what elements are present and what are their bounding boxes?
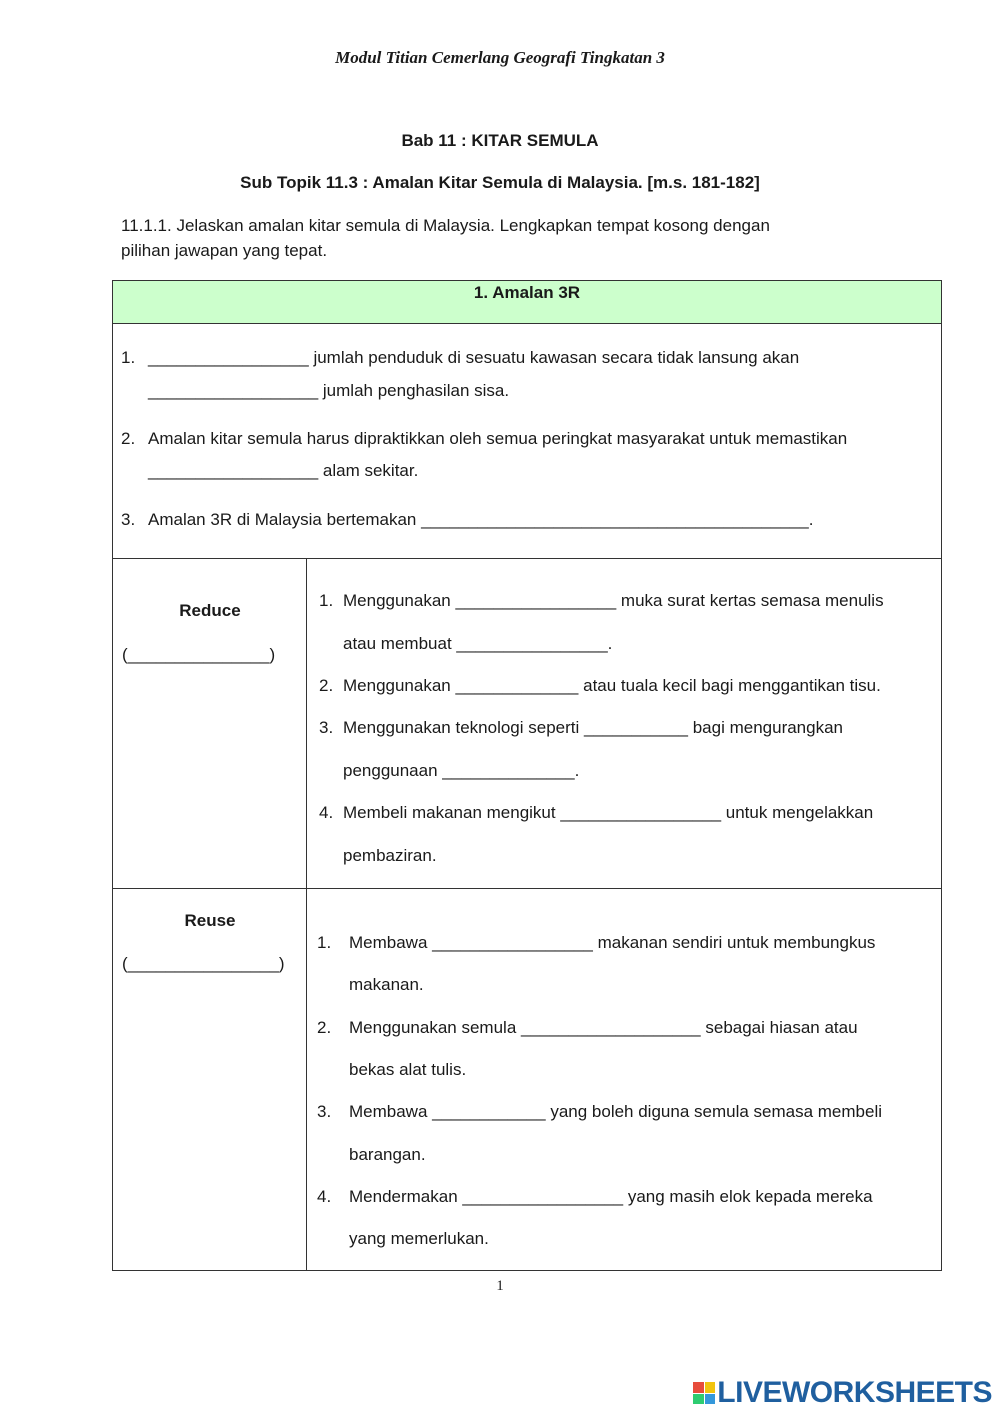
instruction-line-2: pilihan jawapan yang tepat. bbox=[121, 241, 328, 260]
reduce-item-4-line-2: pembaziran. bbox=[343, 846, 437, 865]
liveworksheets-logo-icon bbox=[693, 1382, 715, 1404]
reuse-items-cell bbox=[307, 889, 941, 1271]
reduce-item-1-line-2[interactable]: atau membuat ________________. bbox=[343, 634, 613, 653]
reduce-item-3-line-2[interactable]: penggunaan ______________. bbox=[343, 761, 580, 780]
intro-q2-continuation[interactable]: __________________ alam sekitar. bbox=[148, 461, 419, 480]
reduce-label: Reduce bbox=[179, 601, 241, 620]
instruction-text bbox=[121, 213, 861, 263]
reuse-label-cell bbox=[113, 889, 307, 1271]
reduce-item-4-line-1[interactable]: Membeli makanan mengikut _________________ untuk mengelakkan bbox=[343, 803, 874, 822]
reuse-item-1-number: 1. bbox=[317, 933, 332, 952]
logo-square-green bbox=[693, 1394, 704, 1405]
reuse-item-2-line-2: bekas alat tulis. bbox=[349, 1060, 467, 1079]
liveworksheets-brand[interactable] bbox=[693, 1376, 992, 1410]
intro-q1-continuation[interactable]: __________________ jumlah penghasilan sisa. bbox=[148, 381, 510, 400]
reduce-item-1-number: 1. bbox=[319, 591, 334, 610]
intro-question-3 bbox=[121, 510, 813, 530]
chapter-title: Bab 11 : KITAR SEMULA bbox=[401, 131, 599, 150]
reduce-item-4-number: 4. bbox=[319, 803, 334, 822]
subtopic-title: Sub Topik 11.3 : Amalan Kitar Semula di Malaysia. [m.s. 181-182] bbox=[240, 173, 760, 192]
reuse-item-2-number: 2. bbox=[317, 1018, 332, 1037]
reuse-item-3-number: 3. bbox=[317, 1102, 332, 1121]
reduce-item-3-line-1[interactable]: Menggunakan teknologi seperti ___________ bagi mengurangkan bbox=[343, 718, 843, 737]
reduce-item-2-number: 2. bbox=[319, 676, 334, 695]
reuse-item-2-line-1[interactable]: Menggunakan semula ___________________ sebagai hiasan atau bbox=[349, 1018, 858, 1037]
reduce-label-cell bbox=[113, 559, 307, 889]
liveworksheets-wordmark: LIVEWORKSHEETS bbox=[717, 1376, 992, 1409]
intro-q1-number: 1. bbox=[121, 348, 136, 367]
intro-q2-text: Amalan kitar semula harus dipraktikkan oleh semua peringkat masyarakat untuk memastikan bbox=[148, 429, 848, 448]
reuse-item-4-line-1[interactable]: Mendermakan _________________ yang masih elok kepada mereka bbox=[349, 1187, 873, 1206]
section-heading: 1. Amalan 3R bbox=[113, 281, 941, 324]
reuse-item-4-number: 4. bbox=[317, 1187, 332, 1206]
module-header: Modul Titian Cemerlang Geografi Tingkatan 3 bbox=[335, 48, 665, 67]
intro-questions bbox=[113, 324, 941, 559]
page-number: 1 bbox=[496, 1278, 504, 1294]
reuse-item-1-line-2: makanan. bbox=[349, 975, 424, 994]
intro-question-1 bbox=[121, 348, 799, 368]
intro-question-2 bbox=[121, 429, 847, 449]
intro-q3-number: 3. bbox=[121, 510, 136, 529]
reuse-meaning-blank[interactable]: (________________) bbox=[122, 954, 285, 973]
reduce-item-3-number: 3. bbox=[319, 718, 334, 737]
reduce-item-1-line-1[interactable]: Menggunakan _________________ muka surat kertas semasa menulis bbox=[343, 591, 884, 610]
reduce-meaning-blank[interactable]: (_______________) bbox=[122, 645, 276, 664]
intro-q1-text[interactable]: _________________ jumlah penduduk di sesuatu kawasan secara tidak lansung akan bbox=[148, 348, 800, 367]
reuse-item-3-line-1[interactable]: Membawa ____________ yang boleh diguna semula semasa membeli bbox=[349, 1102, 883, 1121]
worksheet-table bbox=[112, 280, 942, 1271]
instruction-line-1: 11.1.1. Jelaskan amalan kitar semula di Malaysia. Lengkapkan tempat kosong dengan bbox=[121, 216, 770, 235]
logo-square-yellow bbox=[705, 1382, 716, 1393]
reuse-item-1-line-1[interactable]: Membawa _________________ makanan sendiri untuk membungkus bbox=[349, 933, 876, 952]
reduce-item-2-line-1[interactable]: Menggunakan _____________ atau tuala kecil bagi menggantikan tisu. bbox=[343, 676, 881, 695]
reuse-item-3-line-2: barangan. bbox=[349, 1145, 426, 1164]
reuse-label: Reuse bbox=[184, 911, 236, 930]
reduce-items-cell bbox=[307, 559, 941, 889]
logo-square-red bbox=[693, 1382, 704, 1393]
reuse-item-4-line-2: yang memerlukan. bbox=[349, 1229, 489, 1248]
intro-q2-number: 2. bbox=[121, 429, 136, 448]
logo-square-blue bbox=[705, 1394, 716, 1405]
intro-q3-text[interactable]: Amalan 3R di Malaysia bertemakan _________________________________________. bbox=[148, 510, 814, 529]
